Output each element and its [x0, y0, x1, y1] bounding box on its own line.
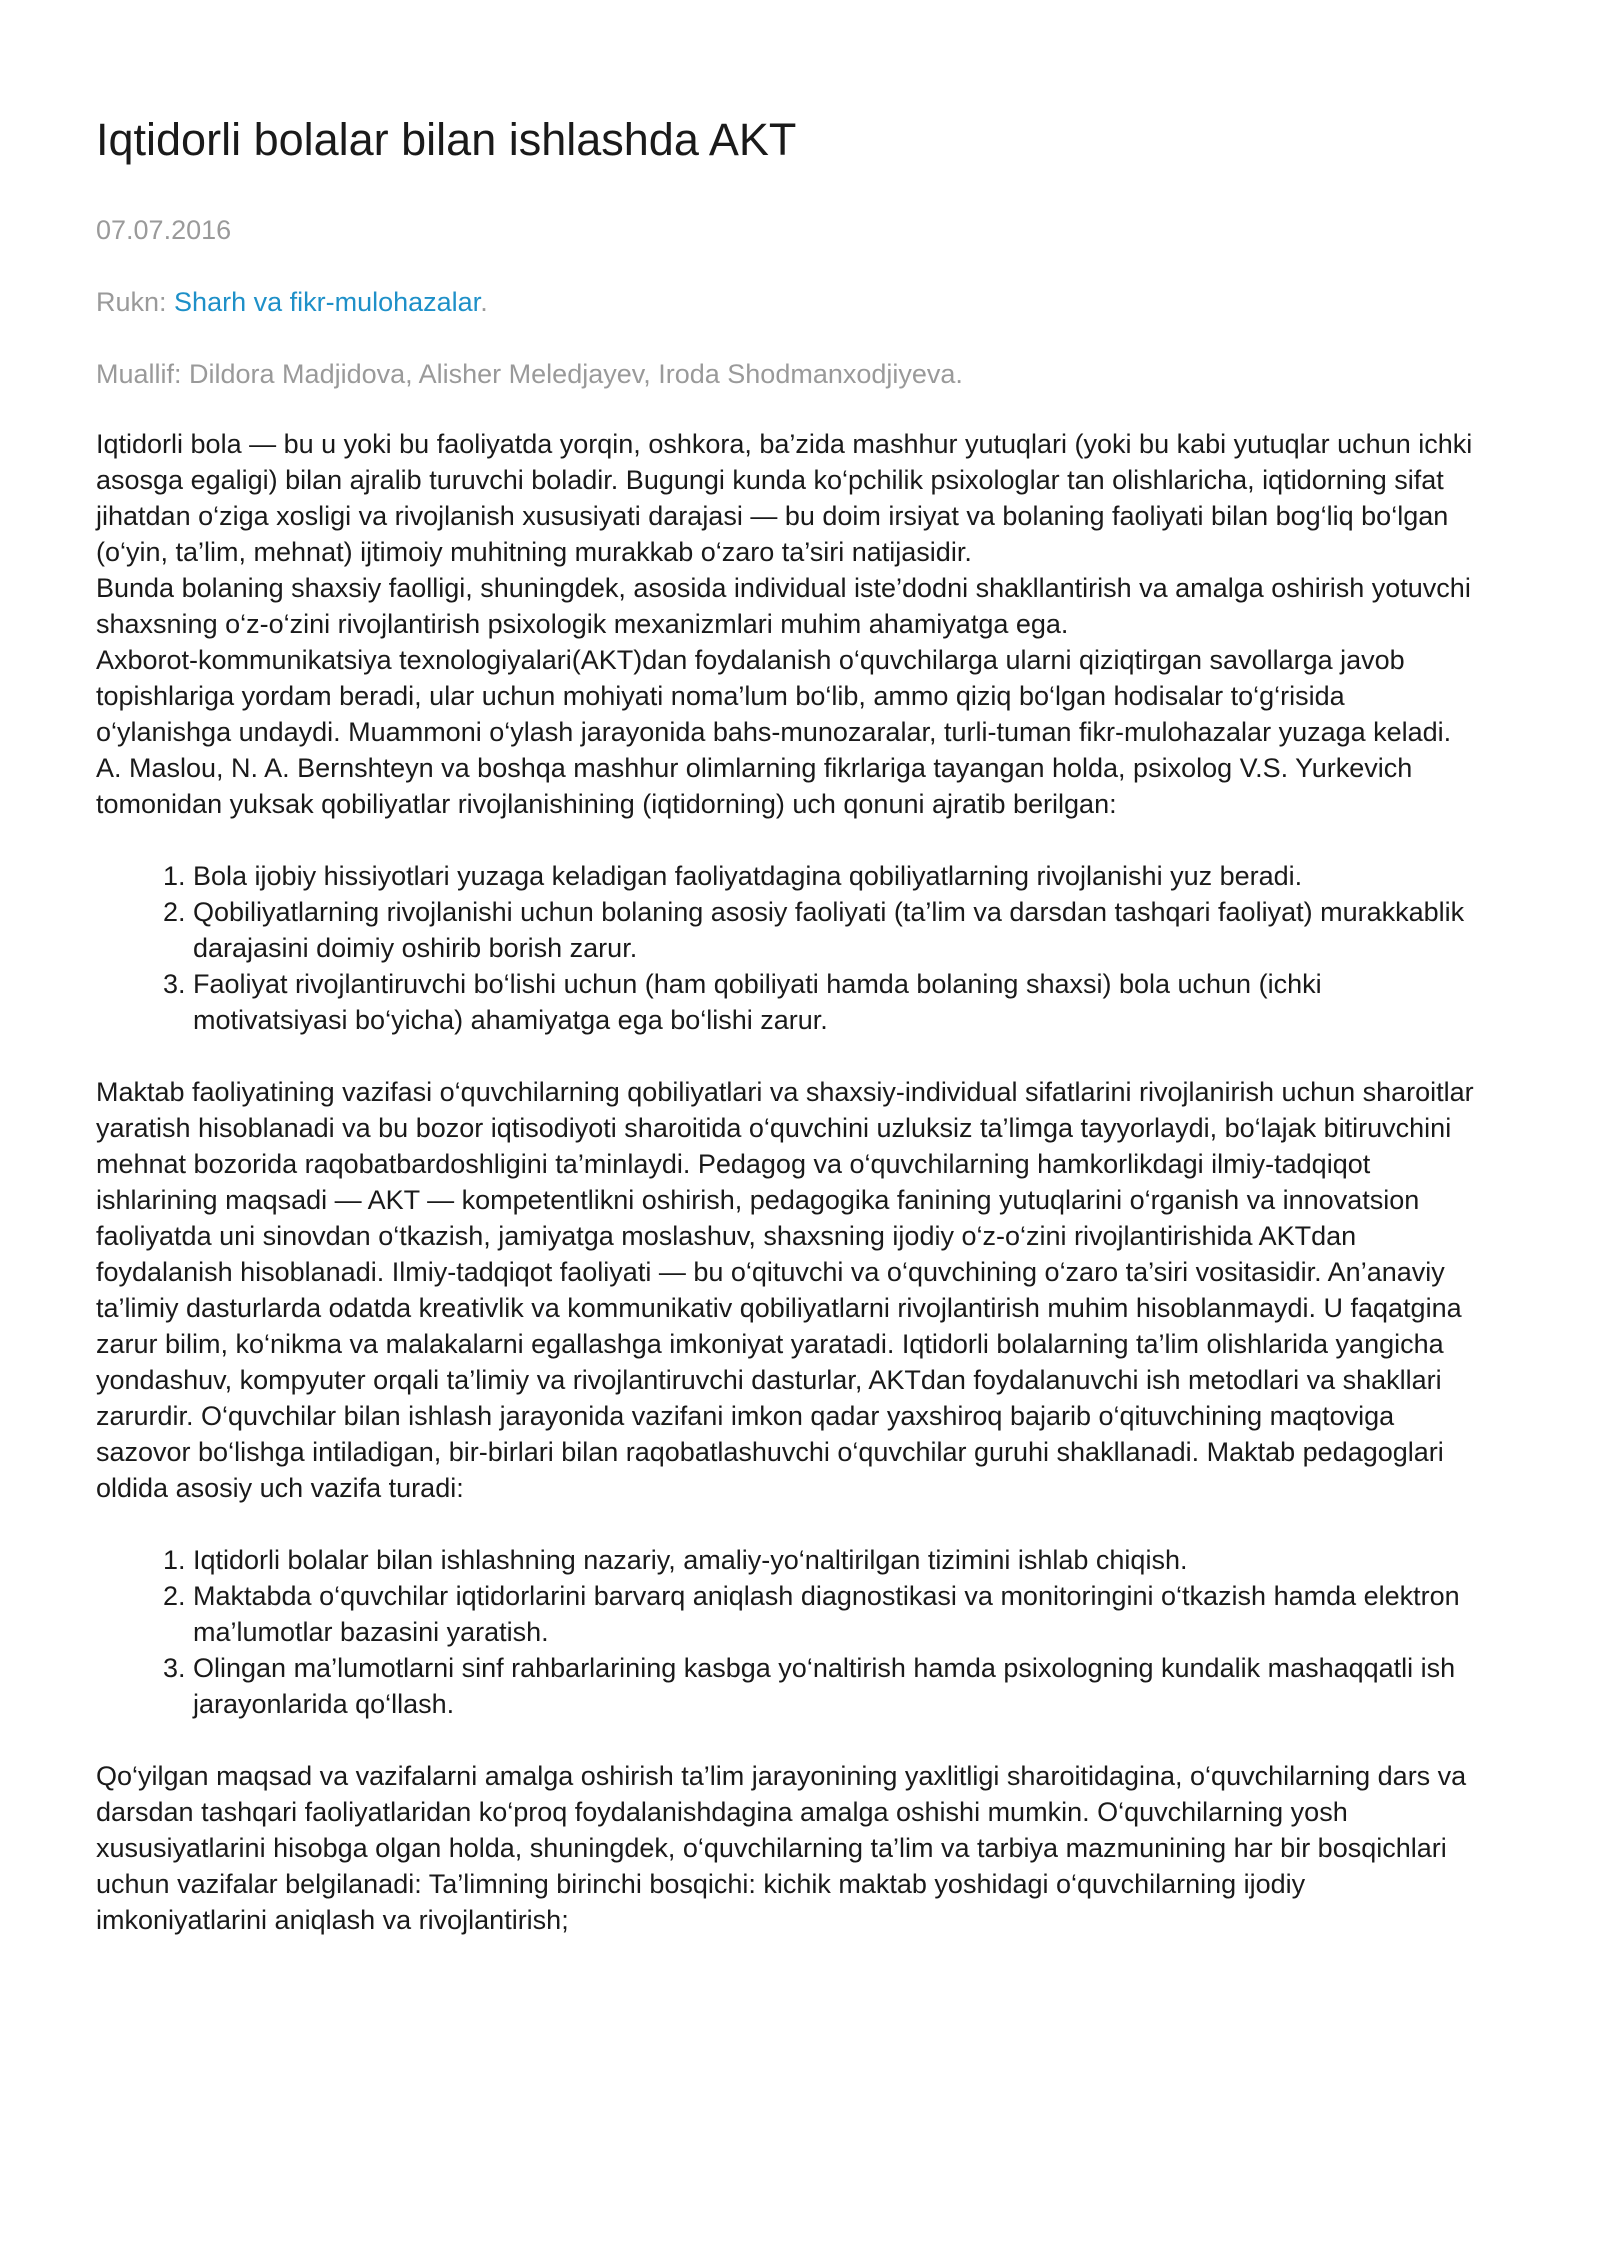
article-date: 07.07.2016	[96, 215, 232, 245]
list-item: 3. Olingan ma’lumotlarni sinf rahbarlarining kasbga yo‘naltirish hamda psixologning kundalik mashaqqatli ish jarayonlarida qo‘llash.	[193, 1650, 1476, 1722]
paragraph: Bunda bolaning shaxsiy faolligi, shuningdek, asosida individual iste’dodni shakllantirish va amalga oshirish yotuvchi shaxsning o‘z-o‘zini rivojlantirish psixologik mexanizmlari muhim ahamiyatga ega.	[96, 573, 1471, 639]
paragraph: Axborot-kommunikatsiya texnologiyalari(AKT)dan foydalanish o‘quvchilarga ularni qiziqtirgan savollarga javob topishlariga yordam beradi, ular uchun mohiyati noma’lum bo‘lib, ammo qiziq bo‘lgan hodisalar to‘g‘risida o‘ylanishga undaydi. Muammoni o‘ylash jarayonida bahs-munozaralar, turli-tuman fikr-mulohazalar yuzaga keladi. A. Maslou, N. A. Bernshteyn va boshqa mashhur olimlarning fikrlariga tayangan holda, psixolog V.S. Yurkevich tomonidan yuksak qobiliyatlar rivojlanishining (iqtidorning) uch qonuni ajratib berilgan:	[96, 645, 1452, 819]
article-title: Iqtidorli bolalar bilan ishlashda AKT	[96, 114, 797, 165]
article	[96, 110, 1476, 1938]
list-item: 1. Bola ijobiy hissiyotlari yuzaga keladigan faoliyatdagina qobiliyatlarning rivojlanishi yuz beradi.	[193, 858, 1476, 894]
rubric-end: .	[480, 287, 488, 317]
list-item: 1. Iqtidorli bolalar bilan ishlashning nazariy, amaliy-yo‘naltirilgan tizimini ishlab chiqish.	[193, 1542, 1476, 1578]
article-author: Muallif: Dildora Madjidova, Alisher Meledjayev, Iroda Shodmanxodjiyeva.	[96, 359, 963, 389]
paragraph: Maktab faoliyatining vazifasi o‘quvchilarning qobiliyatlari va shaxsiy-individual sifatlarini rivojlanirish uchun sharoitlar yaratish hisoblanadi va bu bozor iqtisodiyoti sharoitida o‘quvchini uzluksiz ta’limga tayyorlaydi, bo‘lajak bitiruvchini mehnat bozorida raqobatbardoshligini ta’minlaydi. Pedagog va o‘quvchilarning hamkorlikdagi ilmiy-tadqiqot ishlarining maqsadi — AKT — kompetentlikni oshirish, pedagogika fanining yutuqlarini o‘rganish va innovatsion faoliyatda uni sinovdan o‘tkazish, jamiyatga moslashuv, shaxsning ijodiy o‘z-o‘zini rivojlantirishida AKTdan foydalanish hisoblanadi. Ilmiy-tadqiqot faoliyati — bu o‘qituvchi va o‘quvchining o‘zaro ta’siri vositasidir. An’anaviy ta’limiy dasturlarda odatda kreativlik va kommunikativ qobiliyatlarni rivojlantirish muhim hisoblanmaydi. U faqatgina zarur bilim, ko‘nikma va malakalarni egallashga imkoniyat yaratadi. Iqtidorli bolalarning ta’lim olishlarida yangicha yondashuv, kompyuter orqali ta’limiy va rivojlantiruvchi dasturlar, AKTdan foydalanuvchi ish metodlari va shakllari zarurdir. O‘quvchilar bilan ishlash jarayonida vazifani imkon qadar yaxshiroq bajarib o‘qituvchining maqtoviga sazovor bo‘lishga intiladigan, bir-birlari bilan raqobatlashuvchi o‘quvchilar guruhi shakllanadi. Maktab pedagoglari oldida asosiy uch vazifa turadi:	[96, 1077, 1474, 1503]
list-item: 2. Maktabda o‘quvchilar iqtidorlarini barvarq aniqlash diagnostikasi va monitoringini o‘tkazish hamda elektron ma’lumotlar bazasini yaratish.	[193, 1578, 1476, 1650]
laws-list	[96, 858, 1476, 1038]
tasks-list	[96, 1542, 1476, 1722]
rubric-label: Rukn:	[96, 287, 175, 317]
paragraph: Qo‘yilgan maqsad va vazifalarni amalga oshirish ta’lim jarayonining yaxlitligi sharoitidagina, o‘quvchilarning dars va darsdan tashqari faoliyatlaridan ko‘proq foydalanishdagina amalga oshishi mumkin. O‘quvchilarning yosh xususiyatlarini hisobga olgan holda, shuningdek, o‘quvchilarning ta’lim va tarbiya mazmunining har bir bosqichlari uchun vazifalar belgilanadi: Ta’limning birinchi bosqichi: kichik maktab yoshidagi o‘quvchilarning ijodiy imkoniyatlarini aniqlash va rivojlantirish;	[96, 1761, 1467, 1935]
paragraph: Iqtidorli bola — bu u yoki bu faoliyatda yorqin, oshkora, ba’zida mashhur yutuqlari (yoki bu kabi yutuqlar uchun ichki asosga egaligi) bilan ajralib turuvchi boladir. Bugungi kunda ko‘pchilik psixologlar tan olishlaricha, iqtidorning sifat jihatdan o‘ziga xosligi va rivojlanish xususiyati darajasi — bu doim irsiyat va bolaning faoliyati bilan bog‘liq bo‘lgan (o‘yin, ta’lim, mehnat) ijtimoiy muhitning murakkab o‘zaro ta’siri natijasidir.	[96, 429, 1473, 567]
rubric-link[interactable]: Sharh va fikr-mulohazalar	[174, 287, 481, 317]
list-item: 2. Qobiliyatlarning rivojlanishi uchun bolaning asosiy faoliyati (ta’lim va darsdan tashqari faoliyat) murakkablik darajasini doimiy oshirib borish zarur.	[193, 894, 1476, 966]
article-body	[96, 426, 1476, 1938]
article-rubric	[96, 284, 1476, 320]
list-item: 3. Faoliyat rivojlantiruvchi bo‘lishi uchun (ham qobiliyati hamda bolaning shaxsi) bola uchun (ichki motivatsiyasi bo‘yicha) ahamiyatga ega bo‘lishi zarur.	[193, 966, 1476, 1038]
